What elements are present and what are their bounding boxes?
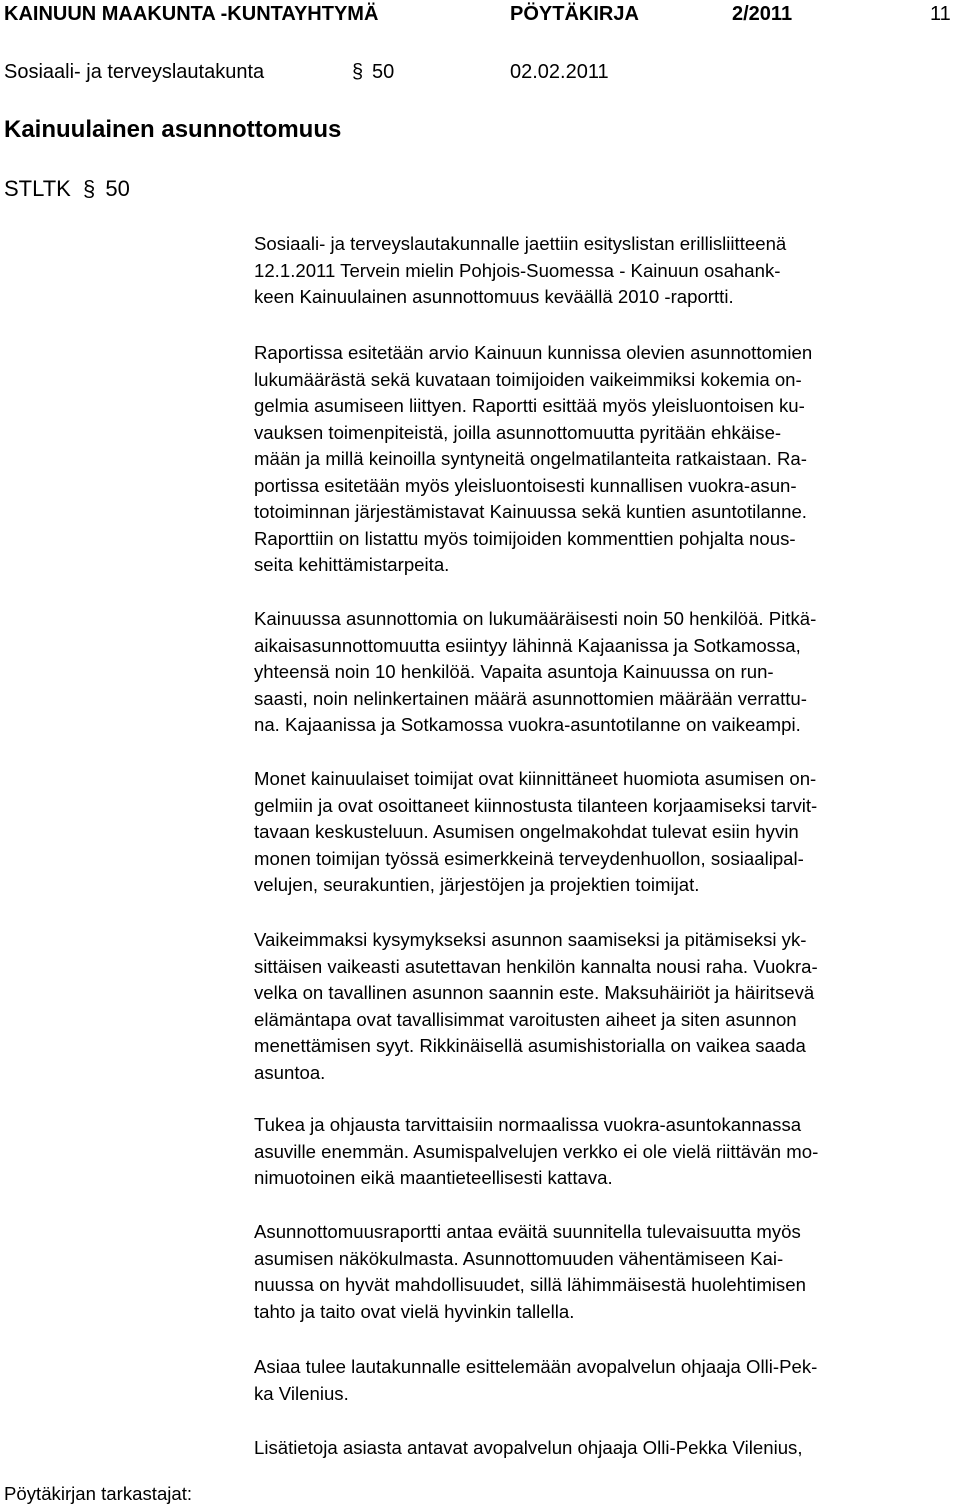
paragraph-line: velka on tavallinen asunnon saannin este. Maksuhäiriöt ja häiritsevä	[254, 982, 815, 1003]
section-number: 50	[372, 61, 395, 83]
paragraph-line: sittäisen vaikeasti asutettavan henkilön kannalta nousi raha. Vuokra-	[254, 955, 818, 977]
paragraph-line: keen Kainuulainen asunnottomuus keväällä 2010 -raportti.	[254, 286, 734, 307]
paragraph-line: gelmia asumiseen liittyen. Raportti esittää myös yleisluontoisen ku-	[254, 395, 805, 416]
section-ref-number: 50	[105, 176, 130, 201]
page-title: Kainuulainen asunnottomuus	[4, 116, 342, 143]
paragraph-line: lukumäärästä sekä kuvataan toimijoiden vaikeimmiksi kokemia on-	[254, 368, 802, 390]
document-number: 2/2011	[732, 3, 793, 25]
paragraph-line: Vaikeimmaksi kysymykseksi asunnon saamiseksi ja pitämiseksi yk-	[254, 929, 807, 950]
paragraph-line: asuntoa.	[254, 1061, 326, 1083]
paragraph-line: Asunnottomuusraportti antaa eväitä suunnitella tulevaisuutta myös	[254, 1221, 801, 1242]
document-type: PÖYTÄKIRJA	[510, 3, 639, 25]
paragraph-line: Raportissa esitetään arvio Kainuun kunnissa olevien asunnottomien	[254, 342, 813, 363]
paragraph	[254, 1219, 806, 1325]
paragraph-line: ka Vilenius.	[254, 1382, 349, 1404]
paragraph-line: tahto ja taito ovat vielä hyvinkin tallella.	[254, 1300, 575, 1322]
paragraph-line: nimuotoinen eikä maantieteellisesti kattava.	[254, 1167, 613, 1188]
paragraph-line: seita kehittämistarpeita.	[254, 554, 450, 575]
paragraph-line: monen toimijan työssä esimerkkeinä terveydenhuollon, sosiaalipal-	[254, 847, 804, 869]
paragraph-line: tavaan keskusteluun. Asumisen ongelmakohdat tulevat esiin hyvin	[254, 821, 799, 842]
paragraph-line: Tukea ja ohjausta tarvittaisiin normaalissa vuokra-asuntokannassa	[254, 1114, 802, 1135]
paragraph-line: vauksen toimenpiteistä, joilla asunnottomuutta pyritään ehkäise-	[254, 421, 782, 443]
paragraph-line: Monet kainuulaiset toimijat ovat kiinnittäneet huomiota asumisen on-	[254, 768, 817, 789]
section-symbol: §	[352, 61, 364, 83]
paragraph	[254, 606, 816, 739]
paragraph-line: asuville enemmän. Asumispalvelujen verkko ei ole vielä riittävän mo-	[254, 1140, 819, 1162]
paragraph-line: na. Kajaanissa ja Sotkamossa vuokra-asuntotilanne on vaikeampi.	[254, 714, 801, 735]
paragraph-line: mään ja millä keinoilla syntyneitä ongelmatilanteita ratkaistaan. Ra-	[254, 448, 807, 469]
paragraph	[254, 231, 786, 311]
paragraph-line: saasti, noin nelinkertainen määrä asunnottomien määrään verrattu-	[254, 687, 807, 709]
paragraph	[254, 1435, 803, 1462]
section-reference	[4, 176, 130, 202]
paragraph-line: aikaisasunnottomuutta esiintyy lähinnä Kajaanissa ja Sotkamossa,	[254, 634, 801, 656]
paragraph-line: 12.1.2011 Tervein mielin Pohjois-Suomessa - Kainuun osahank-	[254, 259, 781, 281]
minutes-checkers-label: Pöytäkirjan tarkastajat:	[4, 1483, 193, 1504]
board-name: Sosiaali- ja terveyslautakunta	[4, 61, 265, 83]
paragraph-line: menettämisen syyt. Rikkinäisellä asumishistorialla on vaikea saada	[254, 1035, 806, 1056]
paragraph-line: nuussa on hyvät mahdollisuudet, sillä lähimmäisestä huolehtimisen	[254, 1274, 806, 1295]
paragraph-line: portissa esitetään myös yleisluontoisesti kunnallisen vuokra-asun-	[254, 474, 797, 496]
paragraph-line: Lisätietoja asiasta antavat avopalvelun ohjaaja Olli-Pekka Vilenius,	[254, 1437, 803, 1458]
paragraph	[254, 766, 817, 899]
paragraph-line: totoiminnan järjestämistavat Kainuussa sekä kuntien asuntotilanne.	[254, 501, 807, 522]
section-ref-symbol: §	[82, 176, 96, 201]
paragraph-line: elämäntapa ovat tavallisimmat varoitusten aiheet ja siten asunnon	[254, 1008, 797, 1030]
paragraph	[254, 1112, 818, 1192]
paragraph-line: Asiaa tulee lautakunnalle esittelemään avopalvelun ohjaaja Olli-Pek-	[254, 1356, 818, 1377]
paragraph	[254, 340, 812, 579]
page-number: 11	[930, 3, 951, 25]
paragraph-line: yhteensä noin 10 henkilöä. Vapaita asuntoja Kainuussa on run-	[254, 661, 774, 682]
paragraph	[254, 927, 818, 1086]
paragraph-line: Raporttiin on listattu myös toimijoiden kommenttien pohjalta nous-	[254, 527, 796, 549]
section-ref-label: STLTK	[4, 176, 71, 201]
paragraph-line: asumisen näkökulmasta. Asunnottomuuden vähentämiseen Kai-	[254, 1247, 784, 1269]
paragraph	[254, 1354, 817, 1407]
meeting-date: 02.02.2011	[510, 61, 609, 83]
paragraph-line: gelmiin ja ovat osoittaneet kiinnostusta tilanteen korjaamiseksi tarvit-	[254, 794, 818, 816]
paragraph-line: Kainuussa asunnottomia on lukumääräisesti noin 50 henkilöä. Pitkä-	[254, 608, 817, 629]
organization-name: KAINUUN MAAKUNTA -KUNTAYHTYMÄ	[4, 3, 379, 25]
paragraph-line: velujen, seurakuntien, järjestöjen ja projektien toimijat.	[254, 874, 700, 895]
paragraph-line: Sosiaali- ja terveyslautakunnalle jaettiin esityslistan erillisliitteenä	[254, 233, 787, 254]
